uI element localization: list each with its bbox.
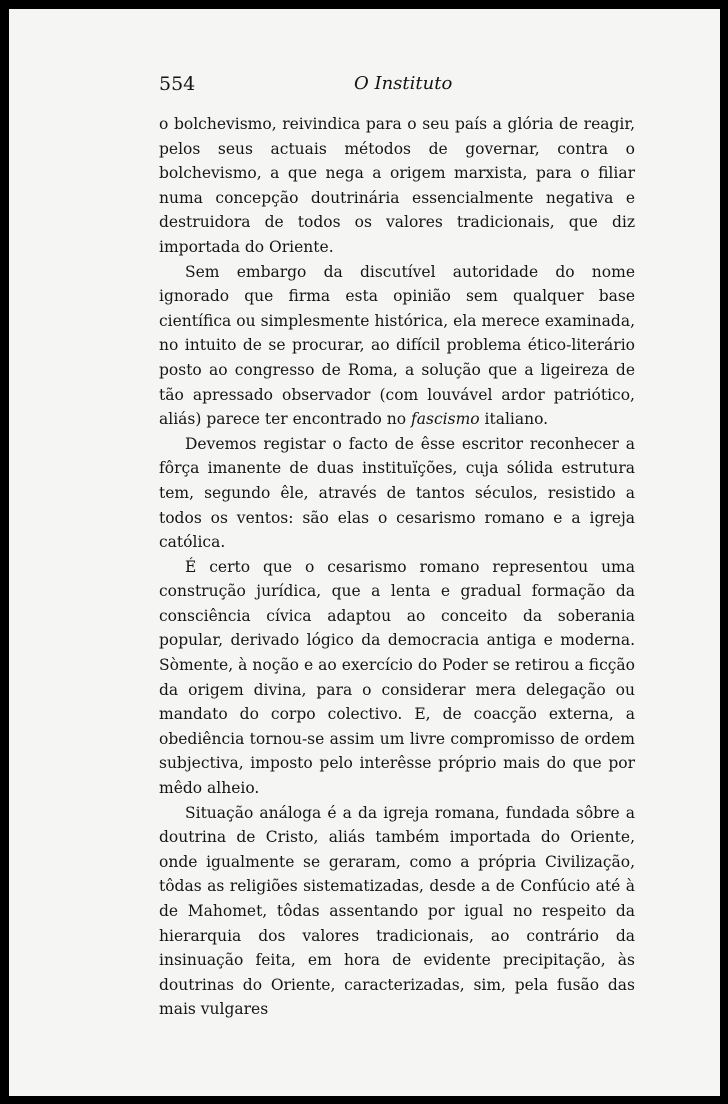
body-text bbox=[159, 112, 635, 1022]
paragraph: o bolchevismo, reivindica para o seu país a glória de reagir, pelos seus actuais métodos de governar, contra o bolchevismo, a que nega a origem marxista, para o filiar numa concepção doutrinária essencialmente negativa e destruidora de todos os valores tradicionais, que diz importada do Oriente. bbox=[159, 115, 635, 256]
page-number: 554 bbox=[159, 73, 196, 95]
paragraph-text: italiano. bbox=[479, 410, 549, 429]
paragraph bbox=[159, 260, 635, 432]
book-page bbox=[9, 9, 720, 1096]
running-title: O Instituto bbox=[354, 73, 453, 94]
paragraph: Situação análoga é a da igreja romana, fundada sôbre a doutrina de Cristo, aliás também importada do Oriente, onde igualmente se geraram, como a própria Civilização, tôdas as religiões sistematizadas, desde a de Confúcio até à de Mahomet, tôdas assentando por igual no respeito da hierarquia dos valores tradicionais, ao contrário da insinuação feita, em hora de evidente precipitação, às doutrinas do Oriente, caracterizadas, sim, pela fusão das mais vulgares bbox=[159, 803, 635, 1019]
italic-term: fascismo bbox=[411, 410, 480, 429]
paragraph: Devemos registar o facto de êsse escritor reconhecer a fôrça imanente de duas instituïções, cuja sólida estrutura tem, segundo êle, através de tantos séculos, resistido a todos os ventos: são elas o cesarismo romano e a igreja católica. bbox=[159, 434, 635, 552]
paragraph-text: Sem embargo da discutível autoridade do nome ignorado que firma esta opinião sem qualquer base científica ou simplesmente histórica, ela merece examinada, no intuito de se procurar, ao difícil problema ético-literário posto ao congresso de Roma, a solução que a ligeireza de tão apressado observador (com louvável ardor patriótico, aliás) parece ter encontrado no bbox=[159, 262, 635, 429]
page-header bbox=[159, 73, 635, 103]
paragraph: É certo que o cesarismo romano representou uma construção jurídica, que a lenta e gradual formação da consciência cívica adaptou ao conceito da soberania popular, derivado lógico da democracia antiga e moderna. Sòmente, à noção e ao exercício do Poder se retirou a ficção da origem divina, para o considerar mera delegação ou mandato do corpo colectivo. E, de coacção externa, a obediência tornou-se assim um livre compromisso de ordem subjectiva, imposto pelo interêsse próprio mais do que por mêdo alheio. bbox=[159, 557, 635, 798]
